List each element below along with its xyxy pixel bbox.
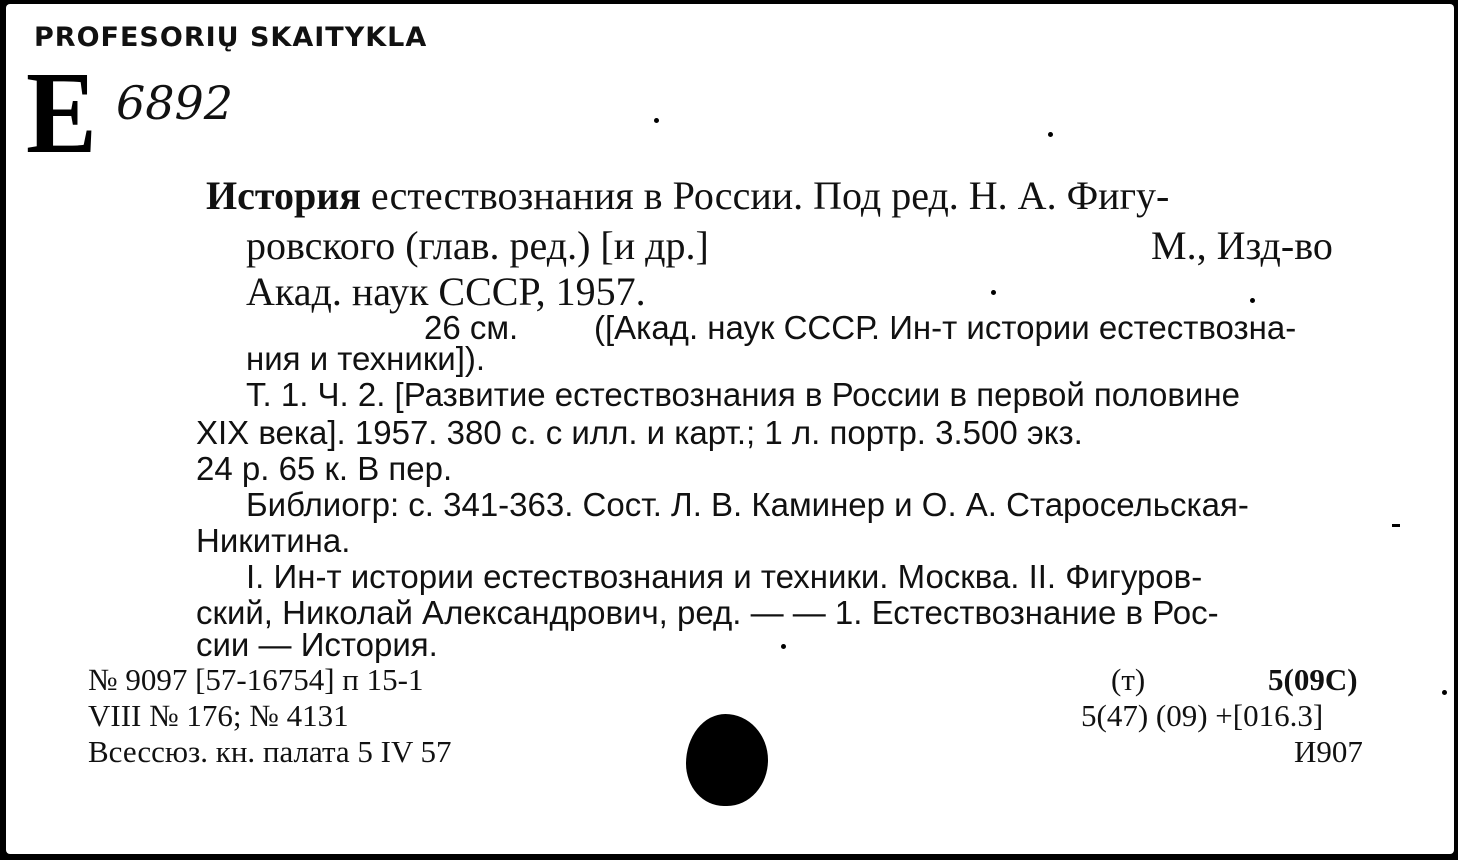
speck <box>654 118 659 123</box>
speck <box>781 644 786 649</box>
speck <box>1392 524 1400 527</box>
entry-line-10: Никитина. <box>196 522 351 559</box>
entry-line-9: Библиогр: с. 341-363. Сост. Л. В. Каминер и О. А. Старосельская- <box>246 486 1249 523</box>
entry-line-1 <box>206 172 1169 219</box>
entry-line-11: I. Ин-т истории естествознания и техники. Москва. II. Фигуров- <box>246 558 1203 595</box>
speck <box>991 290 996 295</box>
entry-line-13: сии — История. <box>196 626 438 663</box>
entry-line-8: 24 р. 65 к. В пер. <box>196 450 453 487</box>
speck <box>1048 132 1053 137</box>
entry-heading: История <box>206 173 361 218</box>
entry-title: естествознания в России. Под ред. Н. А. Фигу- <box>360 173 1170 218</box>
shelf-mark-letter: E <box>26 47 97 178</box>
footer-left-2: VIII № 176; № 4131 <box>88 698 349 733</box>
footer-right-2: 5(47) (09) +[016.3] <box>1081 698 1324 733</box>
entry-line-2-left: ровского (глав. ред.) [и др.] <box>246 223 709 268</box>
entry-series: ([Акад. наук СССР. Ин-т истории естествозна- <box>594 309 1297 346</box>
footer-right-1b: 5(09С) <box>1268 662 1358 697</box>
footer-right-1a: (т) <box>1111 662 1146 697</box>
footer-left-1: № 9097 [57-16754] п 15-1 <box>88 662 424 697</box>
footer-right-3: И907 <box>1294 734 1363 769</box>
entry-line-6: Т. 1. Ч. 2. [Развитие естествознания в России в первой половине <box>246 376 1240 413</box>
entry-line-12: ский, Николай Александрович, ред. — — 1. Естествознание в Рос- <box>196 594 1219 631</box>
entry-line-5: ния и техники]). <box>246 340 486 377</box>
speck <box>1250 298 1255 303</box>
library-stamp: PROFESORIŲ SKAITYKLA <box>34 22 428 53</box>
catalog-card <box>6 4 1454 854</box>
entry-line-7: XIX века]. 1957. 380 с. с илл. и карт.; 1 л. портр. 3.500 экз. <box>196 414 1083 451</box>
entry-line-3: Акад. наук СССР, 1957. <box>246 269 646 314</box>
footer-left-3: Всессюз. кн. палата 5 IV 57 <box>88 734 452 769</box>
entry-line-2-right: М., Изд-во <box>1151 223 1333 268</box>
ink-blot <box>686 714 768 806</box>
shelf-mark-number: 6892 <box>116 76 234 130</box>
entry-size: 26 см. <box>424 309 519 346</box>
speck <box>1442 690 1447 695</box>
